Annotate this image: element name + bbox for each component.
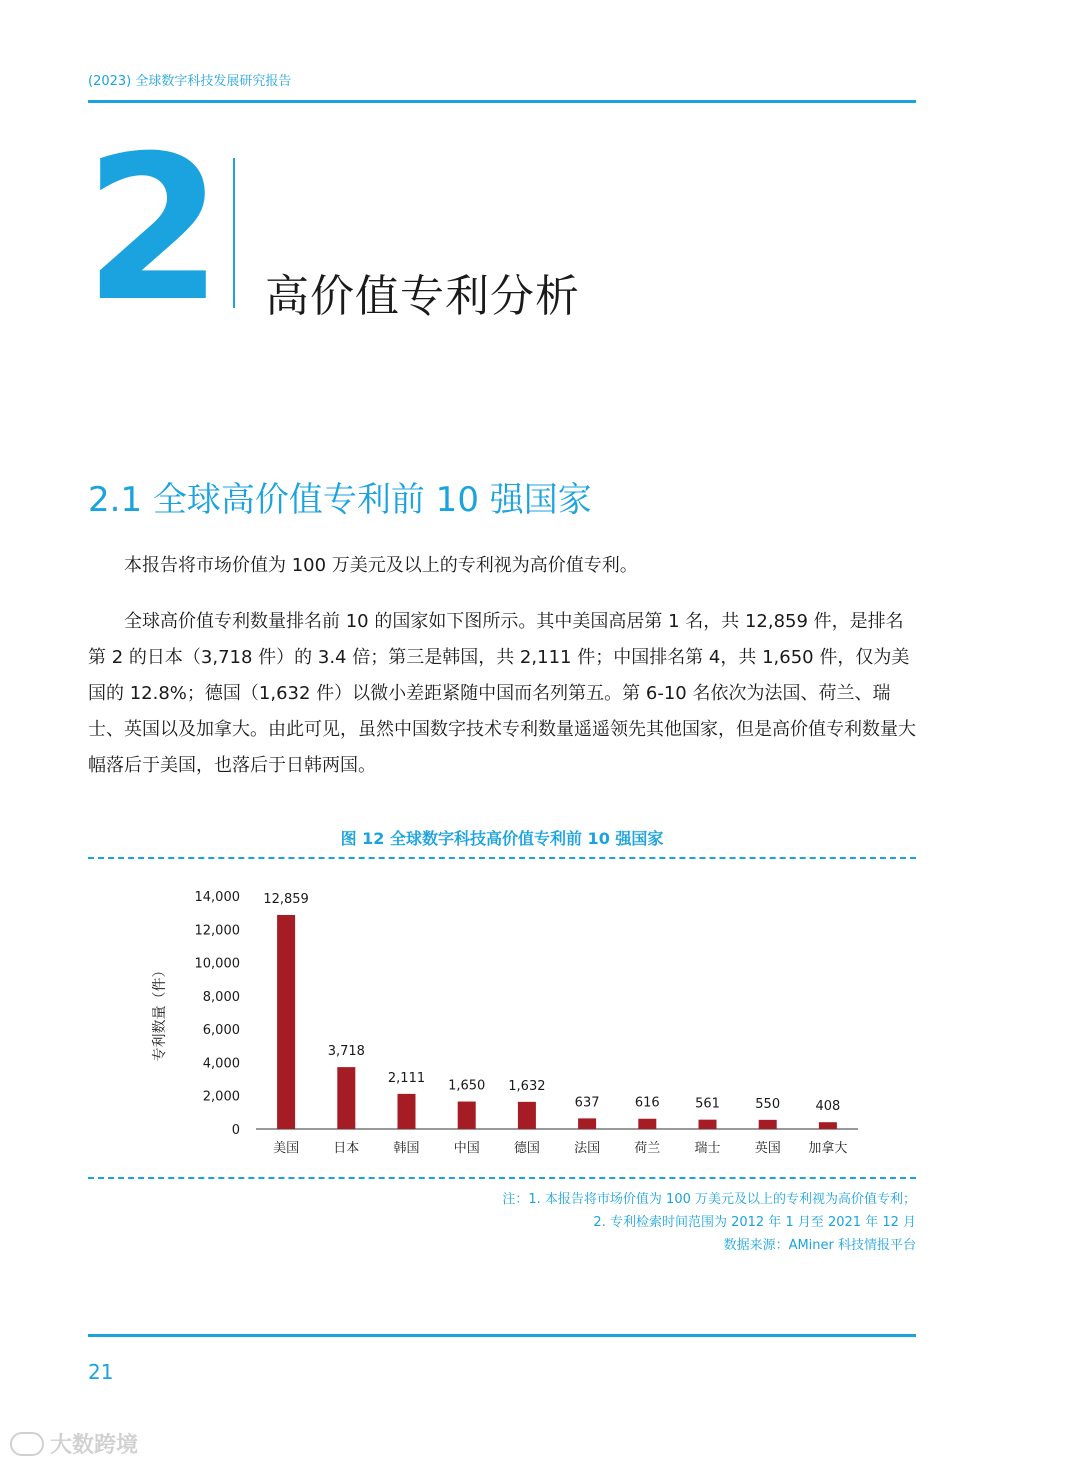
bar — [759, 1120, 777, 1129]
y-tick-label: 2,000 — [202, 1089, 240, 1105]
page-number: 21 — [88, 1360, 114, 1384]
y-tick-label: 4,000 — [202, 1056, 240, 1072]
bar-chart — [88, 870, 888, 1170]
paragraph-definition: 本报告将市场价值为 100 万美元及以上的专利视为高价值专利。 — [124, 555, 638, 576]
bar-value-label: 1,632 — [508, 1078, 546, 1094]
watermark-text: 大数跨境 — [50, 1433, 139, 1458]
bar-value-label: 561 — [695, 1096, 720, 1112]
x-tick-label: 日本 — [333, 1141, 360, 1156]
footer-divider — [88, 1334, 916, 1337]
chapter-number: 2 — [84, 113, 224, 346]
bar-value-label: 616 — [634, 1095, 660, 1111]
y-tick-label: 8,000 — [202, 989, 240, 1005]
bar — [638, 1119, 656, 1129]
y-tick-label: 12,000 — [194, 923, 240, 939]
y-tick-label: 10,000 — [194, 956, 240, 972]
y-tick-label: 6,000 — [202, 1023, 240, 1039]
bar — [578, 1118, 596, 1129]
bar — [458, 1102, 476, 1129]
bar — [518, 1102, 536, 1129]
watermark-logo-icon — [10, 1432, 44, 1456]
x-tick-label: 瑞士 — [694, 1141, 721, 1156]
x-tick-label: 德国 — [513, 1141, 540, 1156]
paragraph-analysis: 全球高价值专利数量排名前 10 的国家如下图所示。其中美国高居第 1 名，共 12,859 件，是排名第 2 的日本（3,718 件）的 3.4 倍；第三是韩国，共 2,111 件；中国排名第 4，共 1,650 件，仅为美国的 12.8%；德国（1,632 件）以微小差距紧随中国而名列第五。第 6-10 名依次为法国、荷兰、瑞士、英国以及加拿大。由此可见，虽然中国数字技术专利数量遥遥领先其他国家，但是高价值专利数量大幅落后于美国，也落后于日韩两国。 — [88, 611, 916, 776]
x-tick-label: 英国 — [754, 1141, 781, 1156]
data-source: 数据来源：AMiner 科技情报平台 — [723, 1238, 916, 1253]
bar — [398, 1094, 416, 1129]
bar-value-label: 408 — [815, 1099, 841, 1115]
y-tick-label: 0 — [231, 1123, 240, 1138]
figure-notes — [502, 1188, 916, 1257]
bar — [699, 1120, 717, 1129]
x-tick-label: 韩国 — [393, 1141, 420, 1156]
bar — [337, 1067, 355, 1129]
bar-value-label: 637 — [574, 1095, 600, 1111]
watermark — [10, 1428, 138, 1459]
bar-value-label: 12,859 — [263, 891, 309, 907]
header-divider — [88, 100, 916, 103]
running-header: (2023) 全球数字科技发展研究报告 — [88, 74, 292, 89]
x-tick-label: 中国 — [453, 1141, 480, 1156]
figure-bottom-divider — [88, 1177, 916, 1179]
x-tick-label: 荷兰 — [634, 1141, 661, 1156]
y-tick-label: 14,000 — [194, 890, 240, 905]
bar — [277, 915, 295, 1129]
x-tick-label: 法国 — [574, 1141, 601, 1156]
chapter-title: 高价值专利分析 — [265, 271, 580, 322]
y-axis-title: 专利数量（件） — [152, 963, 168, 1062]
figure-title: 图 12 全球数字科技高价值专利前 10 强国家 — [340, 829, 664, 848]
note-line-1: 注：1. 本报告将市场价值为 100 万美元及以上的专利视为高价值专利； — [502, 1192, 916, 1207]
bar-value-label: 2,111 — [387, 1070, 426, 1086]
bar — [819, 1122, 837, 1129]
note-line-2: 2. 专利检索时间范围为 2012 年 1 月至 2021 年 12 月 — [593, 1215, 916, 1230]
bar-value-label: 3,718 — [327, 1044, 365, 1060]
chapter-divider — [233, 158, 235, 308]
x-tick-label: 美国 — [273, 1141, 300, 1156]
bar-value-label: 550 — [755, 1096, 781, 1112]
x-tick-label: 加拿大 — [808, 1141, 848, 1156]
section-title: 2.1 全球高价值专利前 10 强国家 — [88, 480, 592, 520]
figure-top-divider — [88, 857, 916, 859]
bar-value-label: 1,650 — [448, 1078, 486, 1094]
